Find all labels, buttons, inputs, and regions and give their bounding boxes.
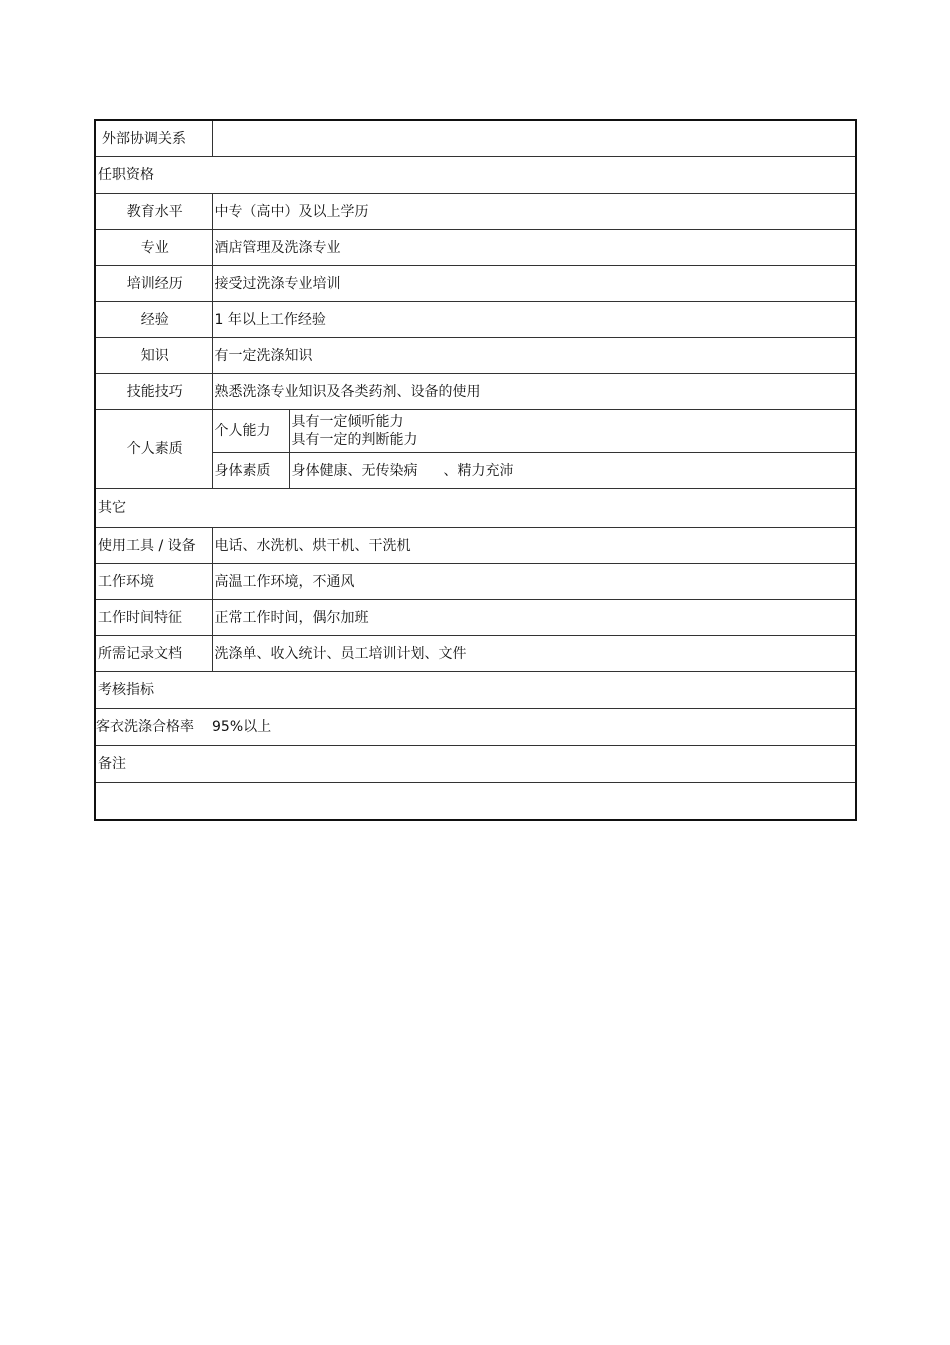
- row-major: [95, 230, 856, 266]
- experience-label: 经验: [95, 302, 212, 338]
- row-remarks-value: [95, 783, 856, 821]
- section-other: [95, 489, 856, 528]
- remarks-title: 备注: [95, 746, 856, 783]
- training-value: 接受过洗涤专业培训: [212, 266, 856, 302]
- hours-value: 正常工作时间，偶尔加班: [212, 600, 856, 636]
- row-external: [95, 120, 856, 157]
- assessment-item-label: 客衣洗涤合格率: [96, 719, 194, 735]
- education-label: 教育水平: [95, 194, 212, 230]
- records-label: 所需记录文档: [95, 636, 212, 672]
- education-value: 中专（高中）及以上学历: [212, 194, 856, 230]
- row-environment: [95, 564, 856, 600]
- ability-line-2: 具有一定的判断能力: [291, 432, 418, 448]
- major-value: 酒店管理及洗涤专业: [212, 230, 856, 266]
- row-records: [95, 636, 856, 672]
- qualifications-title: 任职资格: [95, 157, 856, 194]
- training-label: 培训经历: [95, 266, 212, 302]
- environment-label: 工作环境: [95, 564, 212, 600]
- row-experience: [95, 302, 856, 338]
- major-label: 专业: [95, 230, 212, 266]
- external-value: [212, 120, 856, 157]
- remarks-value: [95, 783, 856, 821]
- skills-value: 熟悉洗涤专业知识及各类药剂、设备的使用: [212, 374, 856, 410]
- ability-label: 个人能力: [212, 410, 289, 453]
- ability-value: [289, 410, 856, 453]
- tools-label: 使用工具 / 设备: [95, 528, 212, 564]
- environment-value: 高温工作环境，不通风: [212, 564, 856, 600]
- personal-label: 个人素质: [95, 410, 212, 489]
- physical-value-b: 、精力充沛: [443, 462, 514, 479]
- row-assessment-item: [95, 709, 856, 746]
- row-hours: [95, 600, 856, 636]
- external-label: 外部协调关系: [95, 120, 212, 157]
- row-tools: [95, 528, 856, 564]
- row-education: [95, 194, 856, 230]
- row-knowledge: [95, 338, 856, 374]
- physical-label: 身体素质: [212, 453, 289, 489]
- assessment-title: 考核指标: [95, 672, 856, 709]
- hours-label: 工作时间特征: [95, 600, 212, 636]
- other-title: 其它: [95, 489, 856, 528]
- knowledge-value: 有一定洗涤知识: [212, 338, 856, 374]
- job-description-form: [94, 119, 855, 821]
- physical-value: [289, 453, 856, 489]
- skills-label: 技能技巧: [95, 374, 212, 410]
- row-skills: [95, 374, 856, 410]
- assessment-item-value: 95%以上: [212, 719, 272, 735]
- row-training: [95, 266, 856, 302]
- section-remarks: [95, 746, 856, 783]
- section-qualifications: [95, 157, 856, 194]
- experience-value: 1 年以上工作经验: [212, 302, 856, 338]
- form-table: [94, 119, 857, 821]
- tools-value: 电话、水洗机、烘干机、干洗机: [212, 528, 856, 564]
- knowledge-label: 知识: [95, 338, 212, 374]
- physical-value-a: 身体健康、无传染病: [291, 462, 418, 479]
- section-assessment: [95, 672, 856, 709]
- ability-line-1: 具有一定倾听能力: [291, 414, 404, 430]
- assessment-item: [95, 709, 856, 746]
- records-value: 洗涤单、收入统计、员工培训计划、文件: [212, 636, 856, 672]
- row-personal-ability: [95, 410, 856, 453]
